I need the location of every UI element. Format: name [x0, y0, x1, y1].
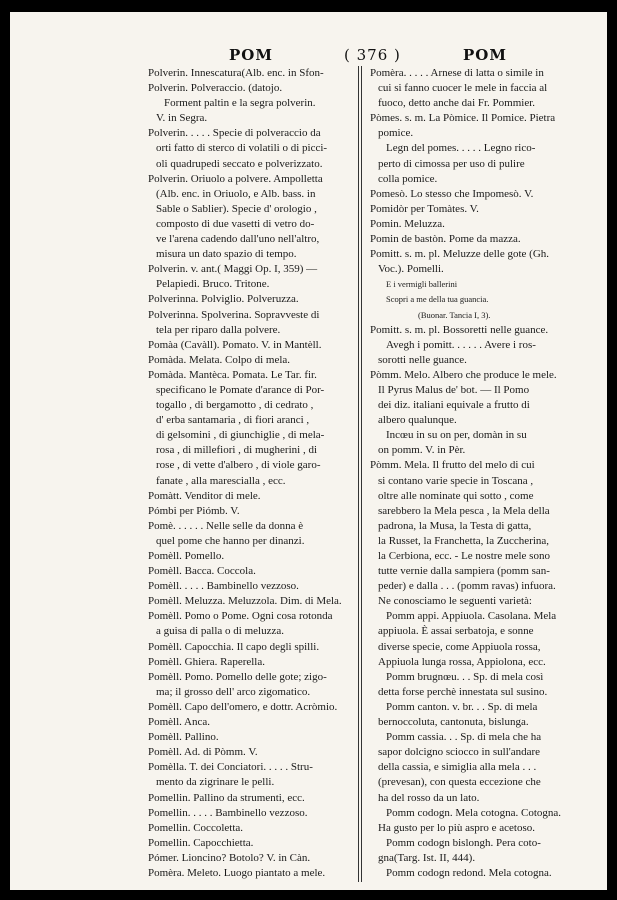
entry-line: di gelsomini , di giunchiglie , di mela- — [156, 429, 325, 442]
entry-line: sorotti nelle guance. — [378, 353, 467, 366]
entry-line: Pomellin. Coccoletta. — [148, 821, 244, 834]
entry-line: pomice. — [378, 127, 414, 140]
entry-line: orti fatto di sterco di volatili o di picci- — [156, 142, 328, 155]
entry-line: Pòmes. s. m. La Pòmice. Il Pomice. Pietra — [370, 112, 556, 125]
entry-line: Polverin. Polveraccio. (datojo. — [148, 82, 283, 95]
entry-line: Pomè. . . . . . Nelle selle da donna è — [148, 519, 304, 532]
entry-line: detta forse perchè innestata sul susino. — [378, 685, 548, 698]
entry-line: Pomm appi. Appiuola. Casolana. Mela — [386, 610, 557, 623]
entry-line: Pomm codogn. Mela cotogna. Cotogna. — [386, 806, 562, 819]
column-divider-second — [361, 66, 362, 882]
entry-line: Pomidòr per Tomàtes. V. — [370, 202, 479, 215]
page — [10, 12, 607, 890]
entry-line: Pomèll. Meluzza. Meluzzola. Dim. di Mela. — [148, 595, 342, 608]
entry-line: Pomèll. . . . . Bambinello vezzoso. — [148, 580, 299, 593]
entry-line: Pomèll. Pomello. — [148, 550, 225, 562]
entry-line: Pomàda. Mantèca. Pomata. Le Tar. fir. — [148, 368, 317, 381]
entry-line: cui si fanno cuocer le mele in faccia al — [378, 82, 548, 95]
entry-line: Polverin. Oriuolo a polvere. Ampolletta — [148, 172, 323, 185]
entry-line: Pomàda. Melata. Colpo di mela. — [148, 353, 291, 366]
entry-line: Pomm cassia. . . Sp. di mela che ha — [386, 731, 542, 744]
entry-line: Pomèlla. T. dei Conciatori. . . . . Stru- — [148, 761, 313, 774]
entry-line: (Buonar. Tancia I, 3). — [418, 309, 491, 320]
entry-line: Voc.). Pomelli. — [378, 263, 444, 276]
entry-line: (Alb. enc. in Oriuolo, e Alb. bass. in — [156, 187, 316, 200]
entry-line: Pomèra. Meleto. Luogo piantato a mele. — [148, 866, 326, 879]
entry-line: mento da zigrinare le pelli. — [156, 776, 275, 789]
entry-line: Pomèll. Anca. — [148, 716, 211, 729]
entry-line: Pomellin. . . . . Bambinello vezzoso. — [148, 806, 308, 819]
entry-line: Pelapiedi. Bruco. Tritone. — [156, 278, 270, 291]
running-head-right: POM — [463, 46, 507, 64]
entry-line: E i vermigli ballerini — [386, 279, 458, 290]
entry-line: sarebbero la Mela pesca , la Mela della — [378, 504, 550, 517]
entry-line: oltre alle nominate qui sotto , come — [378, 489, 534, 502]
entry-line: Pomin de bastòn. Pome da mazza. — [370, 233, 521, 246]
entry-line: colla pomice. — [378, 172, 438, 185]
entry-line: Polverinna. Spolverina. Sopravveste di — [148, 308, 320, 321]
entry-line: Polverin. Innescatura(Alb. enc. in Sfon- — [148, 67, 324, 79]
entry-line: Pòmm. Melo. Albero che produce le mele. — [370, 368, 557, 381]
entry-line: Pomèll. Ad. di Pòmm. V. — [148, 746, 258, 759]
entry-line: albero qualunque. — [378, 414, 457, 427]
entry-line: Scopri a me della tua guancia. — [386, 294, 489, 305]
entry-line: Pomèll. Pomo. Pomello delle gote; zigo- — [148, 670, 327, 683]
entry-line: Pomitt. s. m. pl. Meluzze delle gote (Gh. — [370, 248, 550, 261]
entry-line: rose , di vette d'albero , di viole garo- — [156, 459, 321, 472]
page-number: ( 376 ) — [344, 46, 401, 64]
entry-line: fuoco, detto anche dai Fr. Pommier. — [378, 97, 536, 110]
entry-line: gna(Targ. Ist. II, 444). — [378, 851, 476, 864]
entry-line: d' erba santamaria , di fiori aranci , — [156, 414, 310, 427]
entry-line: Legn del pomes. . . . . Legno rico- — [386, 142, 536, 155]
entry-line: ha del rosso da un lato. — [378, 791, 480, 804]
entry-line: Ha gusto per lo più aspro e acetoso. — [378, 821, 536, 834]
entry-line: Il Pyrus Malus de' bot. — Il Pomo — [378, 383, 530, 396]
entry-line: Pomm codogn redond. Mela cotogna. — [386, 866, 552, 879]
entry-line: Pomm brugnœu. . . Sp. di mela così — [386, 670, 544, 683]
entry-line: Polverin. . . . . Specie di polveraccio da — [148, 127, 321, 140]
entry-line: Pòmm. Mela. Il frutto del melo di cui — [370, 459, 535, 472]
entry-line: la Cerbiona, ecc. - Le nostre mele sono — [378, 550, 550, 562]
left-column — [148, 66, 353, 881]
entry-line: togallo , di bergamotto , di cedrato , — [156, 399, 314, 412]
entry-line: della cassia, e simiglia alla mela . . . — [378, 761, 537, 774]
entry-line: V. in Segra. — [156, 112, 208, 125]
entry-line: bernoccoluta, cantonuta, bislunga. — [378, 716, 529, 729]
entry-line: rosa , di millefiori , di mugherini , di — [156, 444, 318, 457]
entry-line: sapor dolcigno sciocco in sull'andare — [378, 746, 541, 759]
entry-line: quel pome che hanno per dinanzi. — [156, 534, 305, 547]
entry-line: specificano le Pomate d'arance di Por- — [156, 383, 325, 396]
entry-line: Pomèll. Pomo o Pome. Ogni cosa rotonda — [148, 610, 333, 623]
entry-line: oli quadrupedi seccato e polverizzato. — [156, 157, 323, 170]
right-column — [370, 66, 582, 881]
entry-line: Pomèll. Bacca. Coccola. — [148, 565, 256, 578]
entry-line: Pomm canton. v. br. . . Sp. di mela — [386, 700, 538, 713]
entry-line: Pomèll. Ghiera. Raperella. — [148, 655, 265, 668]
entry-line: Pomèra. . . . . Arnese di latta o simile in — [370, 67, 544, 79]
entry-line: ve l'arena cadendo dall'uno nell'altro, — [156, 233, 320, 246]
entry-line: Sable o Sablier). Specie d' orologio , — [156, 202, 317, 215]
entry-line: Incœu in su on per, domàn in su — [386, 429, 527, 442]
entry-line: la Russet, la Franchetta, la Zuccherina, — [378, 534, 550, 547]
entry-line: Pomèll. Capo dell'omero, e dottr. Acròmio. — [148, 700, 338, 713]
entry-line: Polverinna. Polviglio. Polveruzza. — [148, 293, 299, 306]
running-head-left: POM — [229, 46, 273, 64]
entry-line: tela per riparo dalla polvere. — [156, 323, 281, 336]
entry-line: Appiuola lunga rossa, Appiolona, ecc. — [378, 655, 546, 668]
entry-line: Pomm codogn bislongh. Pera coto- — [386, 836, 541, 849]
entry-line: a guisa di palla o di meluzza. — [156, 625, 284, 638]
entry-line: fanate , alla marescialla , ecc. — [156, 474, 286, 487]
entry-line: appiuola. È assai serbatoja, e sonne — [378, 625, 534, 638]
entry-line: Pomin. Meluzza. — [370, 217, 445, 230]
entry-line: Pomàtt. Venditor di mele. — [148, 489, 261, 502]
entry-line: Avegh i pomitt. . . . . . Avere i ros- — [386, 338, 536, 351]
entry-line: Pómbi per Piómb. V. — [148, 504, 240, 517]
entry-line: Pomesò. Lo stesso che Impomesò. V. — [370, 187, 534, 200]
entry-line: composto di due vasetti di vetro do- — [156, 217, 315, 230]
column-divider — [358, 66, 359, 882]
entry-line: misura un dato spazio di tempo. — [156, 248, 297, 261]
entry-line: padrona, la Musa, la Testa di gatta, — [378, 519, 532, 532]
entry-line: Polverin. v. ant.( Maggi Op. I, 359) — — [148, 263, 318, 276]
entry-line: Pomàa (Cavàll). Pomato. V. in Mantèll. — [148, 338, 322, 351]
entry-line: Pomitt. s. m. pl. Bossoretti nelle guance. — [370, 323, 549, 336]
entry-line: Ne conosciamo le seguenti varietà: — [378, 595, 532, 608]
entry-line: diverse specie, come Appiuola rossa, — [378, 640, 541, 653]
entry-line: ma; il grosso dell' arco zigomatico. — [156, 685, 311, 698]
entry-line: Forment paltin e la segra polverin. — [164, 97, 316, 110]
entry-line: Pomèll. Capocchia. Il capo degli spilli. — [148, 640, 320, 653]
entry-line: dei diz. italiani equivale a frutto di — [378, 399, 530, 412]
entry-line: perto di cimossa per uso di pulire — [378, 157, 525, 170]
entry-line: Pomellin. Pallino da strumenti, ecc. — [148, 791, 305, 804]
entry-line: on pomm. V. in Pèr. — [378, 444, 466, 457]
entry-line: si contano varie specie in Toscana , — [378, 474, 534, 487]
entry-line: Pomèll. Pallino. — [148, 731, 219, 744]
entry-line: Pómer. Lioncino? Botolo? V. in Càn. — [148, 851, 311, 864]
entry-line: Pomellin. Capocchietta. — [148, 836, 254, 849]
entry-line: tutte vernie dalla sampiera (pomm san- — [378, 565, 550, 578]
entry-line: (prevesan), con questa eccezione che — [378, 776, 541, 789]
entry-line: peder) e dalla . . . (pomm ravas) infuora. — [378, 580, 556, 593]
